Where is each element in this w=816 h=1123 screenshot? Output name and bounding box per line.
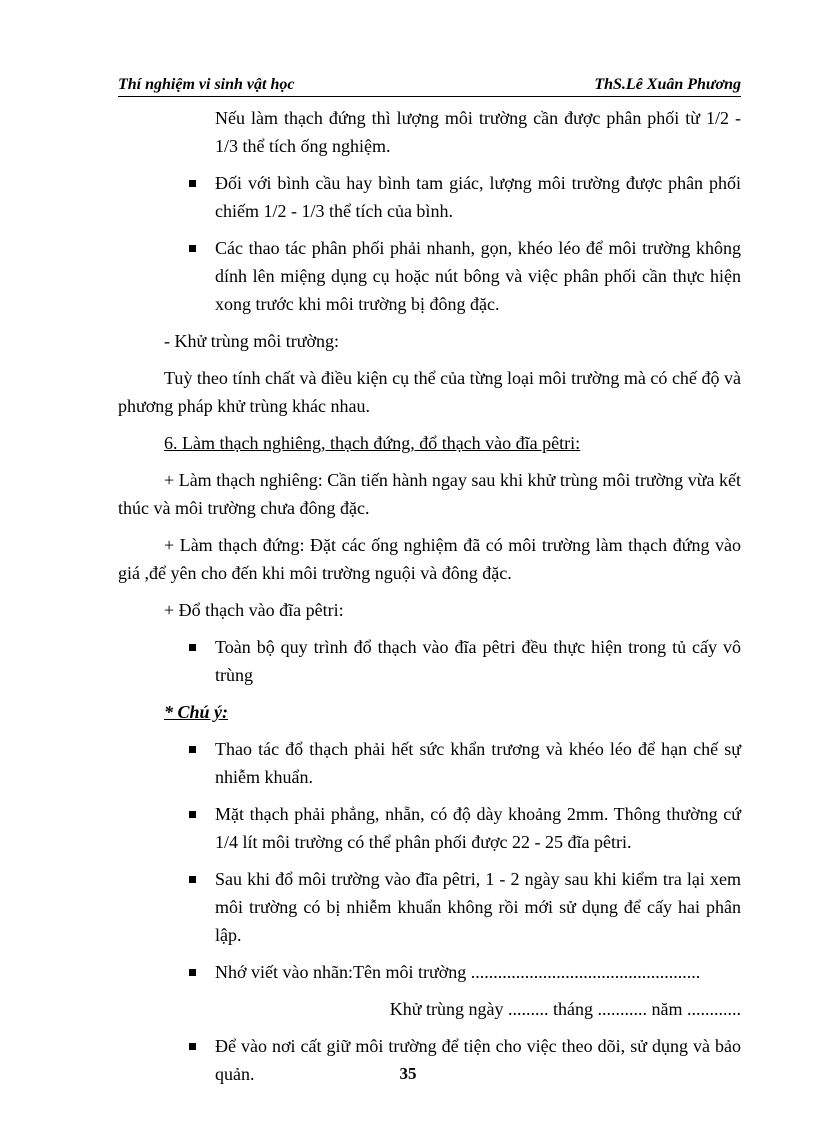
list-item-text: Để vào nơi cất giữ môi trường để tiện cho việc theo dõi, sử dụng và bảo quản. xyxy=(215,1036,741,1084)
square-bullet-icon xyxy=(189,245,196,252)
sterilize-paragraph: Tuỳ theo tính chất và điều kiện cụ thể của từng loại môi trường mà có chế độ và phương pháp khử trùng khác nhau. xyxy=(118,368,741,416)
list-item xyxy=(118,958,741,1023)
deep-paragraph: + Làm thạch đứng: Đặt các ống nghiệm đã có môi trường làm thạch đứng vào giá ,để yên cho đến khi môi trường nguội và đông đặc. xyxy=(118,535,741,583)
list-item xyxy=(118,735,741,791)
label-line-1: Nhớ viết vào nhãn:Tên môi trường ................................................... xyxy=(215,962,701,982)
section-6-heading-text: 6. Làm thạch nghiêng, thạch đứng, đổ thạch vào đĩa pêtri: xyxy=(164,433,581,453)
label-line-2: Khử trùng ngày ......... tháng ........... năm ............ xyxy=(389,999,741,1019)
list-item xyxy=(118,234,741,318)
sterilize-heading: - Khử trùng môi trường: xyxy=(164,331,340,351)
square-bullet-icon xyxy=(189,746,196,753)
running-header xyxy=(118,74,741,97)
square-bullet-icon xyxy=(189,876,196,883)
list-item xyxy=(118,800,741,856)
list-item-text: Mặt thạch phải phẳng, nhẵn, có độ dày khoảng 2mm. Thông thường cứ 1/4 lít môi trường có thể phân phối được 22 - 25 đĩa pêtri. xyxy=(215,804,741,852)
section-6-heading xyxy=(118,429,741,457)
header-book-title: Thí nghiệm vi sinh vật học xyxy=(118,76,295,93)
header-author: ThS.Lê Xuân Phương xyxy=(594,76,741,93)
continued-paragraph: Nếu làm thạch đứng thì lượng môi trường cần được phân phối từ 1/2 - 1/3 thể tích ống nghiệm. xyxy=(215,108,741,156)
list-item-text: Các thao tác phân phối phải nhanh, gọn, khéo léo để môi trường không dính lên miệng dụng cụ hoặc nút bông và việc phân phối cần thực hiện xong trước khi môi trường bị đông đặc. xyxy=(215,238,741,314)
page-body xyxy=(118,104,741,1088)
square-bullet-icon xyxy=(189,1043,196,1050)
petri-heading: + Đổ thạch vào đĩa pêtri: xyxy=(164,600,344,620)
square-bullet-icon xyxy=(189,180,196,187)
page-number: 35 xyxy=(399,1064,417,1083)
list-item xyxy=(118,169,741,225)
list-item-text: Sau khi đổ môi trường vào đĩa pêtri, 1 - 2 ngày sau khi kiểm tra lại xem môi trường có bị nhiễm khuẩn không rồi mới sử dụng để cấy hai phân lập. xyxy=(215,869,741,945)
list-item-text: Đối với bình cầu hay bình tam giác, lượng môi trường được phân phối chiếm 1/2 - 1/3 thể tích của bình. xyxy=(215,173,741,221)
list-item-text: Thao tác đổ thạch phải hết sức khẩn trương và khéo léo để hạn chế sự nhiễm khuẩn. xyxy=(215,739,741,787)
list-item xyxy=(118,633,741,689)
square-bullet-icon xyxy=(189,969,196,976)
square-bullet-icon xyxy=(189,811,196,818)
slant-paragraph: + Làm thạch nghiêng: Cần tiến hành ngay sau khi khử trùng môi trường vừa kết thúc và môi trường chưa đông đặc. xyxy=(118,470,741,518)
note-heading xyxy=(118,698,741,726)
list-item-text: Toàn bộ quy trình đổ thạch vào đĩa pêtri đều thực hiện trong tủ cấy vô trùng xyxy=(215,637,741,685)
note-heading-text: * Chú ý: xyxy=(164,702,229,722)
square-bullet-icon xyxy=(189,644,196,651)
list-item xyxy=(118,865,741,949)
